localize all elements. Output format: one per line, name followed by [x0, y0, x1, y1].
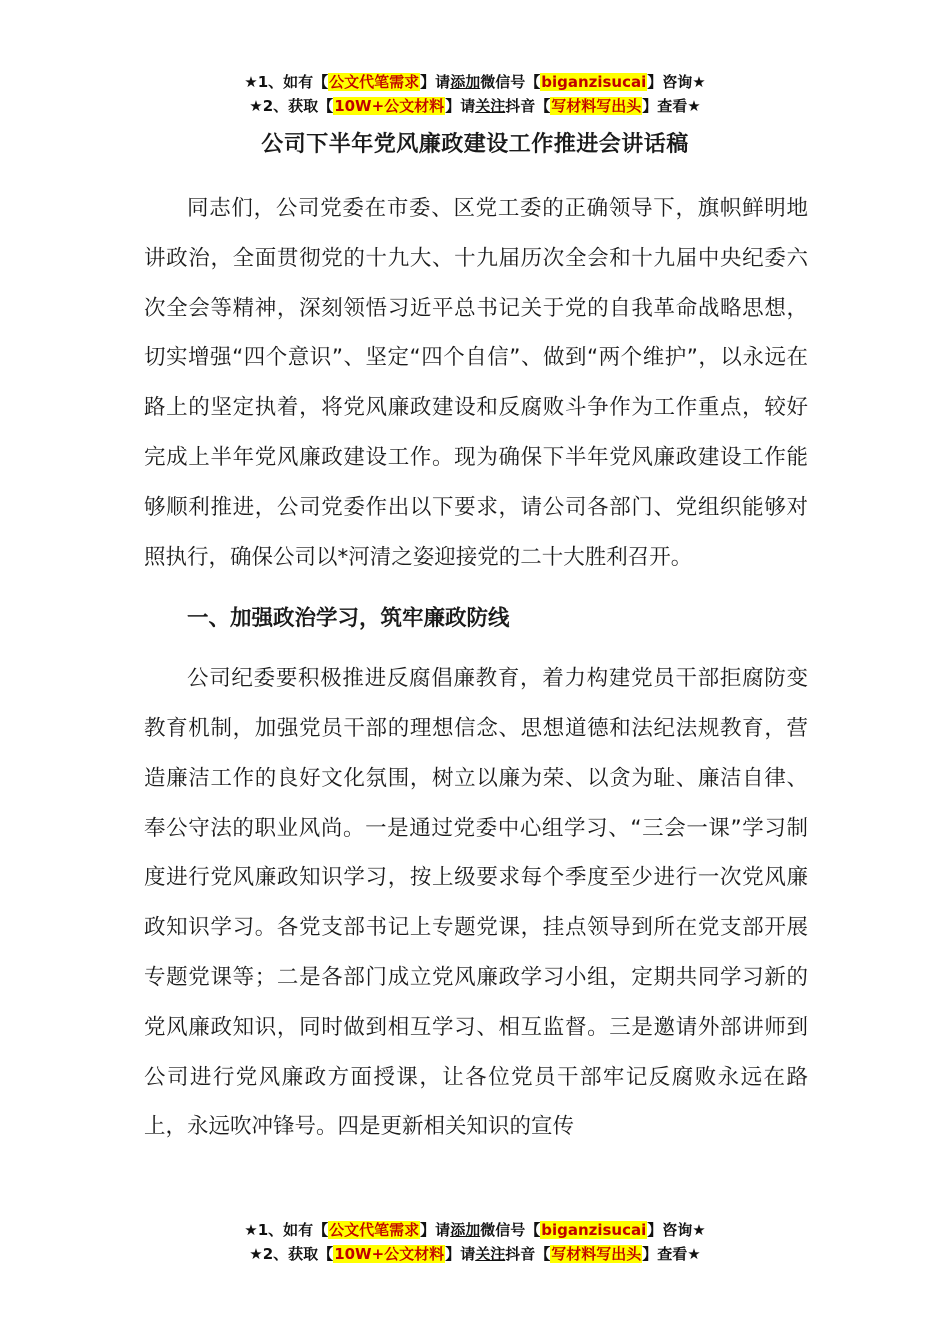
promo-underline: 关注 [475, 97, 506, 115]
promo-line-2 [0, 94, 950, 118]
promo-text: 微信号【 [480, 73, 541, 91]
promo-underline: 添加 [450, 73, 481, 91]
promo-text: 】查看★ [642, 97, 701, 115]
promo-text: 】请 [420, 1221, 451, 1239]
promo-highlight: 写材料写出头 [551, 97, 642, 115]
promo-highlight: 公文代笔需求 [329, 73, 420, 91]
promo-highlight: 10W+公文材料 [334, 97, 445, 115]
promo-underline: 关注 [475, 1245, 506, 1263]
promo-highlight: biganzisucai [541, 73, 647, 91]
promo-line-2 [0, 1242, 950, 1266]
promo-text: 】请 [445, 97, 476, 115]
promo-header [0, 70, 950, 118]
promo-text: 】咨询★ [647, 73, 706, 91]
document-title: 公司下半年党风廉政建设工作推进会讲话稿 [261, 132, 689, 157]
promo-footer [0, 1218, 950, 1266]
document-body [144, 184, 808, 1152]
section-1-heading: 一、加强政治学习，筑牢廉政防线 [187, 606, 510, 632]
promo-text: ★1、如有【 [244, 73, 329, 91]
promo-highlight: biganzisucai [541, 1221, 647, 1239]
promo-text: ★2、获取【 [249, 1245, 334, 1263]
promo-line-1 [0, 70, 950, 94]
promo-text: 】咨询★ [647, 1221, 706, 1239]
promo-line-1 [0, 1218, 950, 1242]
promo-text: 】请 [445, 1245, 476, 1263]
promo-highlight: 公文代笔需求 [329, 1221, 420, 1239]
promo-text: ★2、获取【 [249, 97, 334, 115]
promo-underline: 添加 [450, 1221, 481, 1239]
promo-highlight: 10W+公文材料 [334, 1245, 445, 1263]
promo-text: 微信号【 [480, 1221, 541, 1239]
intro-paragraph: 同志们，公司党委在市委、区党工委的正确领导下，旗帜鲜明地讲政治，全面贯彻党的十九大、十九届历次全会和十九届中央纪委六次全会等精神，深刻领悟习近平总书记关于党的自我革命战略思想，切实增强“四个意识”、坚定“四个自信”、做到“两个维护”，以永远在路上的坚定执着，将党风廉政建设和反腐败斗争作为工作重点，较好完成上半年党风廉政建设工作。现为确保下半年党风廉政建设工作能够顺利推进，公司党委作出以下要求，请公司各部门、党组织能够对照执行，确保公司以*河清之姿迎接党的二十大胜利召开。 [144, 196, 808, 570]
promo-text: 】请 [420, 73, 451, 91]
promo-text: 抖音【 [505, 97, 551, 115]
promo-highlight: 写材料写出头 [551, 1245, 642, 1263]
section-1-paragraph: 公司纪委要积极推进反腐倡廉教育，着力构建党员干部拒腐防变教育机制，加强党员干部的理想信念、思想道德和法纪法规教育，营造廉洁工作的良好文化氛围，树立以廉为荣、以贪为耻、廉洁自律、奉公守法的职业风尚。一是通过党委中心组学习、“三会一课”学习制度进行党风廉政知识学习，按上级要求每个季度至少进行一次党风廉政知识学习。各党支部书记上专题党课，挂点领导到所在党支部开展专题党课等；二是各部门成立党风廉政学习小组，定期共同学习新的党风廉政知识，同时做到相互学习、相互监督。三是邀请外部讲师到公司进行党风廉政方面授课，让各位党员干部牢记反腐败永远在路上，永远吹冲锋号。四是更新相关知识的宣传 [144, 666, 808, 1140]
promo-text: 抖音【 [505, 1245, 551, 1263]
promo-text: ★1、如有【 [244, 1221, 329, 1239]
promo-text: 】查看★ [642, 1245, 701, 1263]
